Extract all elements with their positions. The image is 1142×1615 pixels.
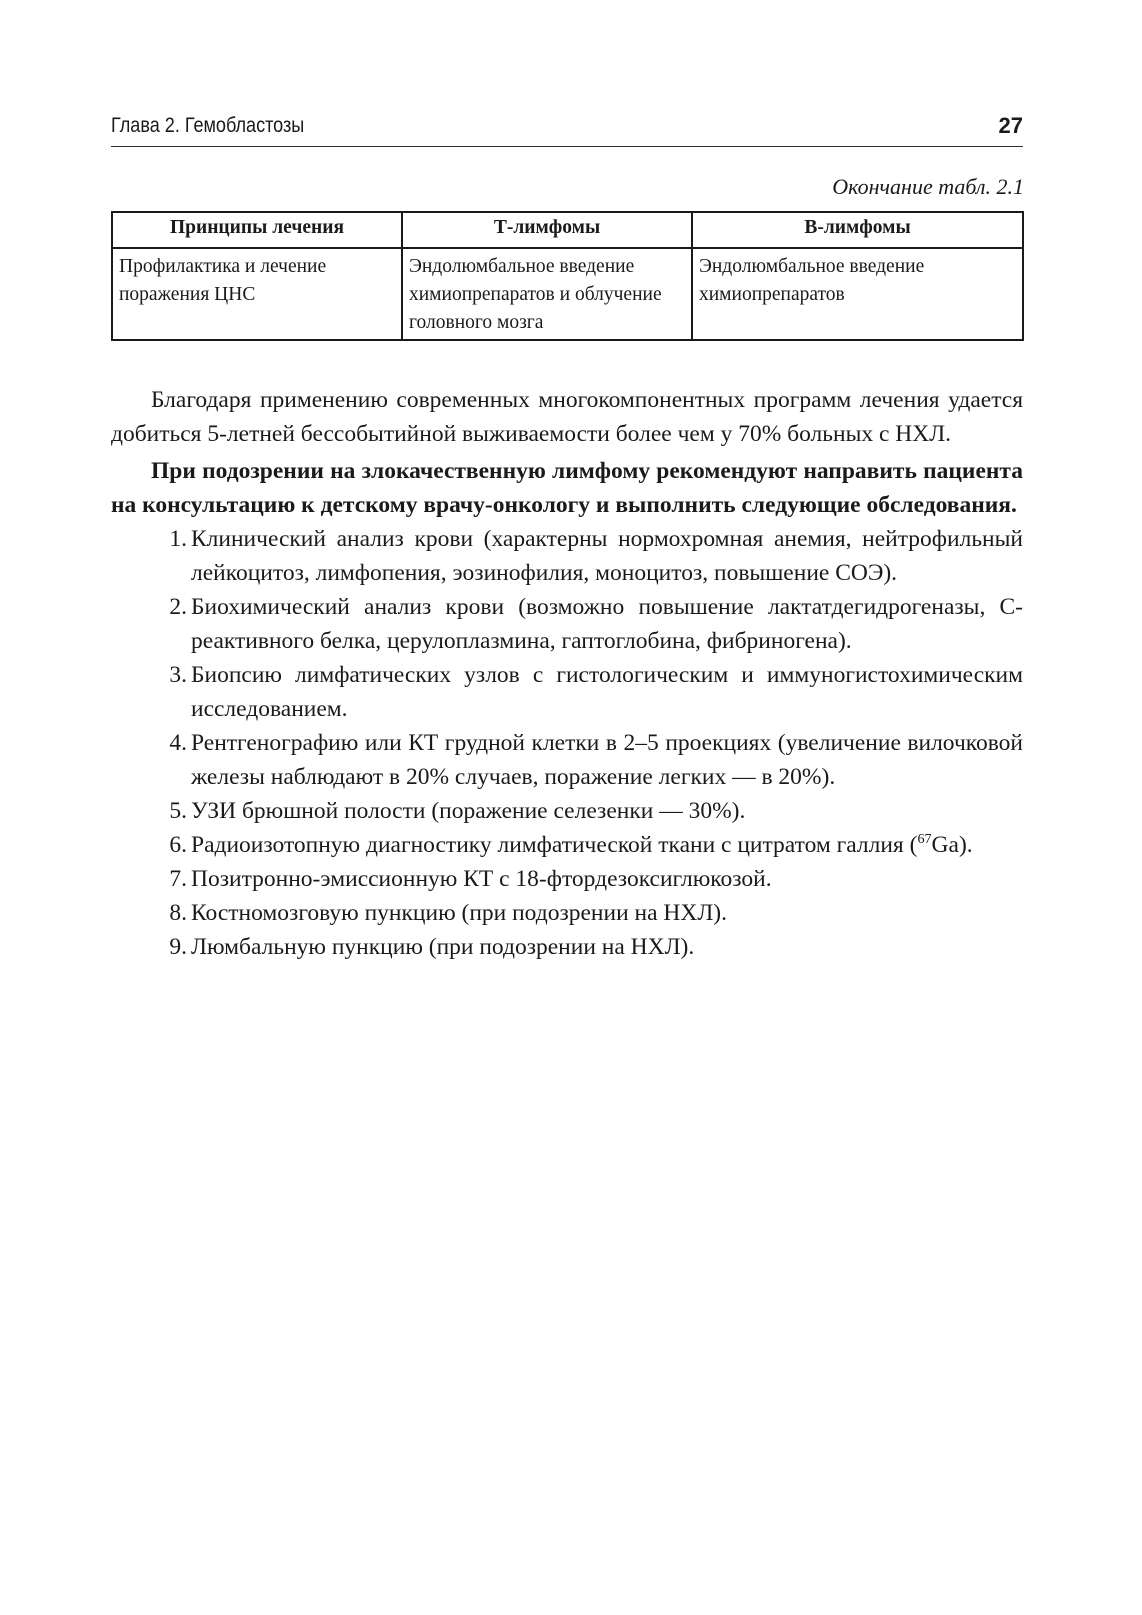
table-cell: Профилактика и лечение поражения ЦНС	[112, 248, 402, 340]
list-number: 7.	[169, 866, 187, 892]
list-number: 6.	[169, 832, 187, 858]
list-item-text: Люмбальную пункцию (при подозрении на НХЛ).	[191, 934, 695, 960]
list-item	[111, 896, 1023, 930]
recommendation-paragraph: При подозрении на злокачественную лимфому рекомендуют направить пациента на консультацию к детскому врачу-онкологу и выполнить следующие обследования.	[111, 458, 1023, 518]
list-item-text-part: Ga).	[931, 832, 973, 858]
list-item	[111, 930, 1023, 964]
table-caption: Окончание табл. 2.1	[832, 174, 1024, 199]
table-header-cell: Принципы лечения	[112, 212, 402, 248]
list-item-text: Биопсию лимфатических узлов с гистологическим и иммуногистохимическим исследованием.	[191, 662, 1023, 722]
list-item-text: Рентгенографию или КТ грудной клетки в 2–5 проекциях (увеличение вилочковой железы наблюдают в 20% случаев, поражение легких — в 20%).	[191, 730, 1023, 790]
list-item-text: Костномозговую пункцию (при подозрении на НХЛ).	[191, 900, 727, 926]
list-number: 8.	[169, 900, 187, 926]
list-item	[111, 828, 1023, 862]
running-head	[111, 112, 1023, 147]
list-item	[111, 794, 1023, 828]
exam-list	[111, 522, 1023, 964]
list-number: 3.	[169, 662, 187, 688]
table-row	[112, 248, 1023, 340]
list-item	[111, 522, 1023, 590]
list-number: 1.	[169, 526, 187, 552]
list-item	[111, 658, 1023, 726]
table-header-cell: Т-лимфомы	[402, 212, 692, 248]
isotope-superscript: 67	[917, 831, 932, 848]
list-number: 5.	[169, 798, 187, 824]
list-item-text	[191, 832, 973, 858]
body-text	[111, 383, 1023, 964]
list-number: 2.	[169, 594, 187, 620]
table-cell: Эндолюмбальное введение химиопрепаратов	[692, 248, 1023, 340]
list-item-text-part: Радиоизотопную диагностику лимфатической ткани с цитратом галлия (	[191, 832, 918, 858]
list-number: 9.	[169, 934, 187, 960]
treatment-table	[111, 211, 1024, 341]
list-number: 4.	[169, 730, 187, 756]
list-item-text: Клинический анализ крови (характерны нормохромная анемия, нейтрофильный лейкоцитоз, лимфопения, эозинофилия, моноцитоз, повышение СОЭ).	[191, 526, 1023, 586]
table-header-cell: В-лимфомы	[692, 212, 1023, 248]
list-item	[111, 726, 1023, 794]
list-item-text: УЗИ брюшной полости (поражение селезенки — 30%).	[191, 798, 746, 824]
table-header-row	[112, 212, 1023, 248]
intro-paragraph: Благодаря применению современных многокомпонентных программ лечения удается добиться 5-летней бессобытийной выживаемости более чем у 70% больных с НХЛ.	[111, 387, 1023, 447]
page-number: 27	[998, 113, 1023, 138]
list-item	[111, 862, 1023, 896]
table-cell: Эндолюмбальное введение химиопрепаратов и облучение головного мозга	[402, 248, 692, 340]
list-item-text: Биохимический анализ крови (возможно повышение лактатдегидрогеназы, С-реактивного белка, церулоплазмина, гаптоглобина, фибриногена).	[191, 594, 1023, 654]
list-item-text: Позитронно-эмиссионную КТ с 18-фтордезоксиглюкозой.	[191, 866, 772, 892]
list-item	[111, 590, 1023, 658]
chapter-title: Глава 2. Гемобластозы	[111, 114, 305, 137]
